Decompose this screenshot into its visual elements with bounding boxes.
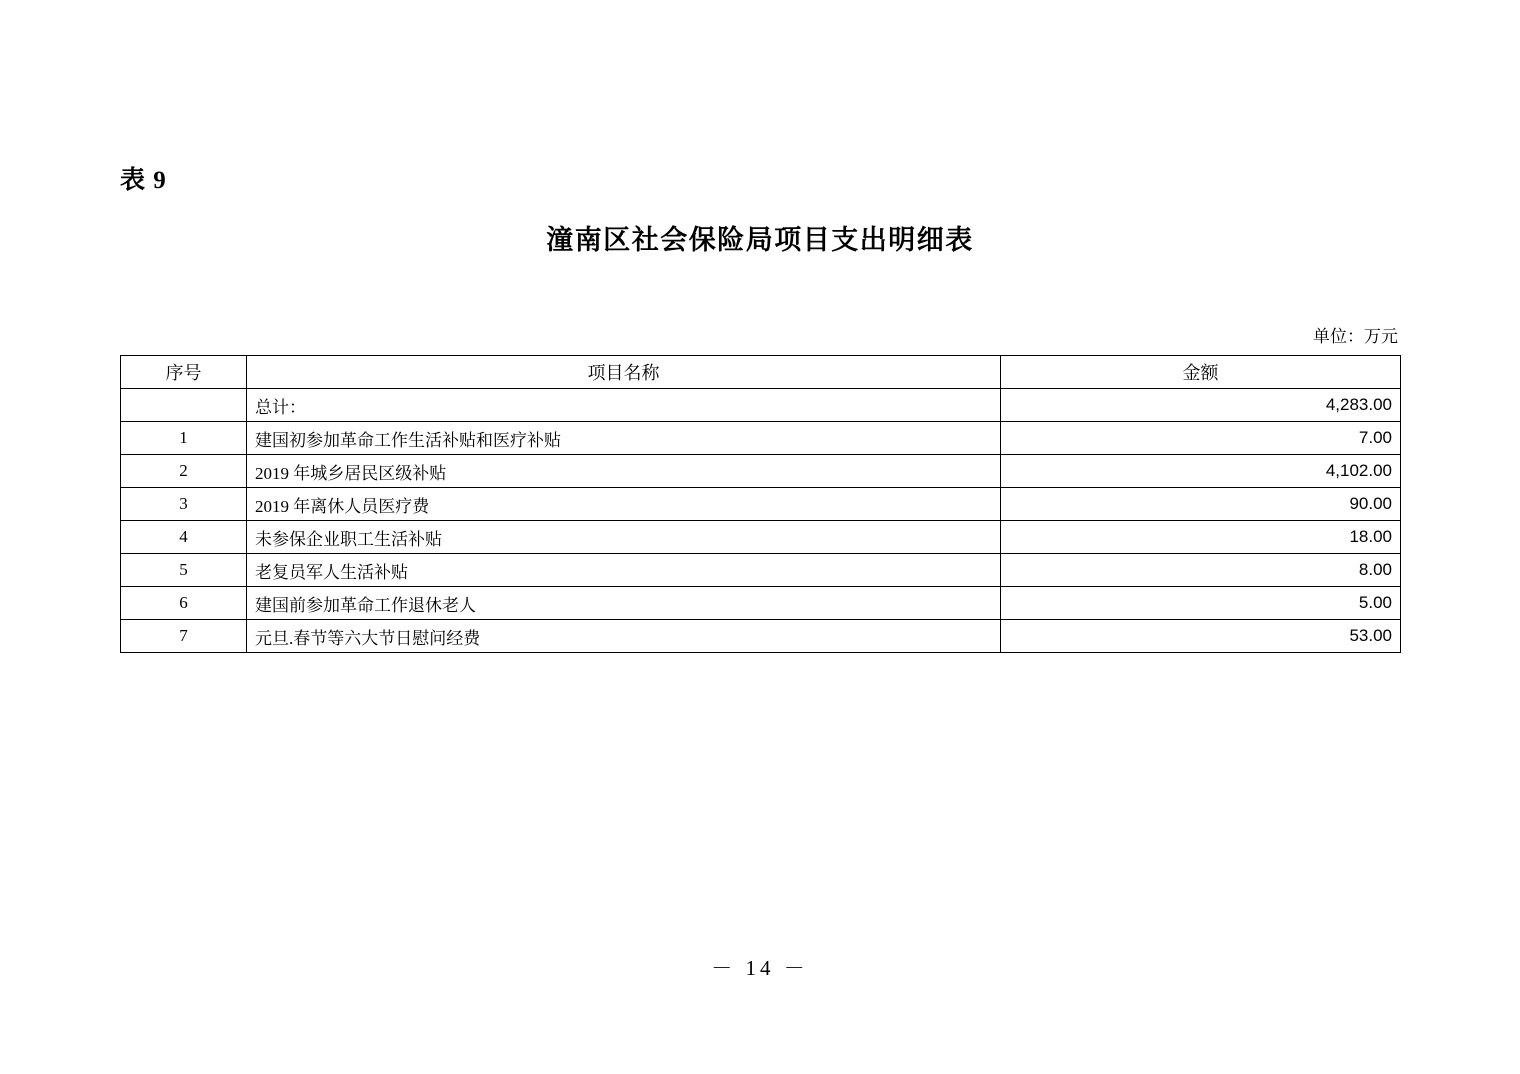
cell-amount: 18.00: [1001, 521, 1401, 554]
cell-name: 未参保企业职工生活补贴: [247, 521, 1001, 554]
cell-amount: 90.00: [1001, 488, 1401, 521]
cell-name: 总计：: [247, 389, 1001, 422]
cell-amount: 7.00: [1001, 422, 1401, 455]
table-row: [121, 521, 1401, 554]
cell-amount: 4,283.00: [1001, 389, 1401, 422]
cell-amount: 53.00: [1001, 620, 1401, 653]
page-title: 潼南区社会保险局项目支出明细表: [546, 225, 974, 255]
table-row: [121, 587, 1401, 620]
table-row: [121, 620, 1401, 653]
cell-no: 4: [121, 521, 247, 554]
unit-note: 单位：万元: [1313, 327, 1398, 346]
cell-no: 3: [121, 488, 247, 521]
cell-name: 2019 年离休人员医疗费: [247, 488, 1001, 521]
table-row: [121, 389, 1401, 422]
table-row: [121, 422, 1401, 455]
table-row: [121, 554, 1401, 587]
cell-amount: 4,102.00: [1001, 455, 1401, 488]
column-header-name: 项目名称: [247, 356, 1001, 389]
cell-name: 建国前参加革命工作退休老人: [247, 587, 1001, 620]
cell-no: [121, 389, 247, 422]
cell-amount: 5.00: [1001, 587, 1401, 620]
column-header-no: 序号: [121, 356, 247, 389]
table-row: [121, 455, 1401, 488]
page-number: － 14 －: [711, 956, 809, 980]
cell-no: 5: [121, 554, 247, 587]
table-row: [121, 488, 1401, 521]
cell-no: 7: [121, 620, 247, 653]
cell-name: 2019 年城乡居民区级补贴: [247, 455, 1001, 488]
project-expenditure-table: [120, 355, 1401, 653]
cell-no: 2: [121, 455, 247, 488]
cell-name: 元旦.春节等六大节日慰问经费: [247, 620, 1001, 653]
cell-no: 1: [121, 422, 247, 455]
column-header-amount: 金额: [1001, 356, 1401, 389]
cell-amount: 8.00: [1001, 554, 1401, 587]
table-label: 表 9: [120, 167, 167, 194]
table-header-row: [121, 356, 1401, 389]
cell-name: 建国初参加革命工作生活补贴和医疗补贴: [247, 422, 1001, 455]
cell-no: 6: [121, 587, 247, 620]
cell-name: 老复员军人生活补贴: [247, 554, 1001, 587]
